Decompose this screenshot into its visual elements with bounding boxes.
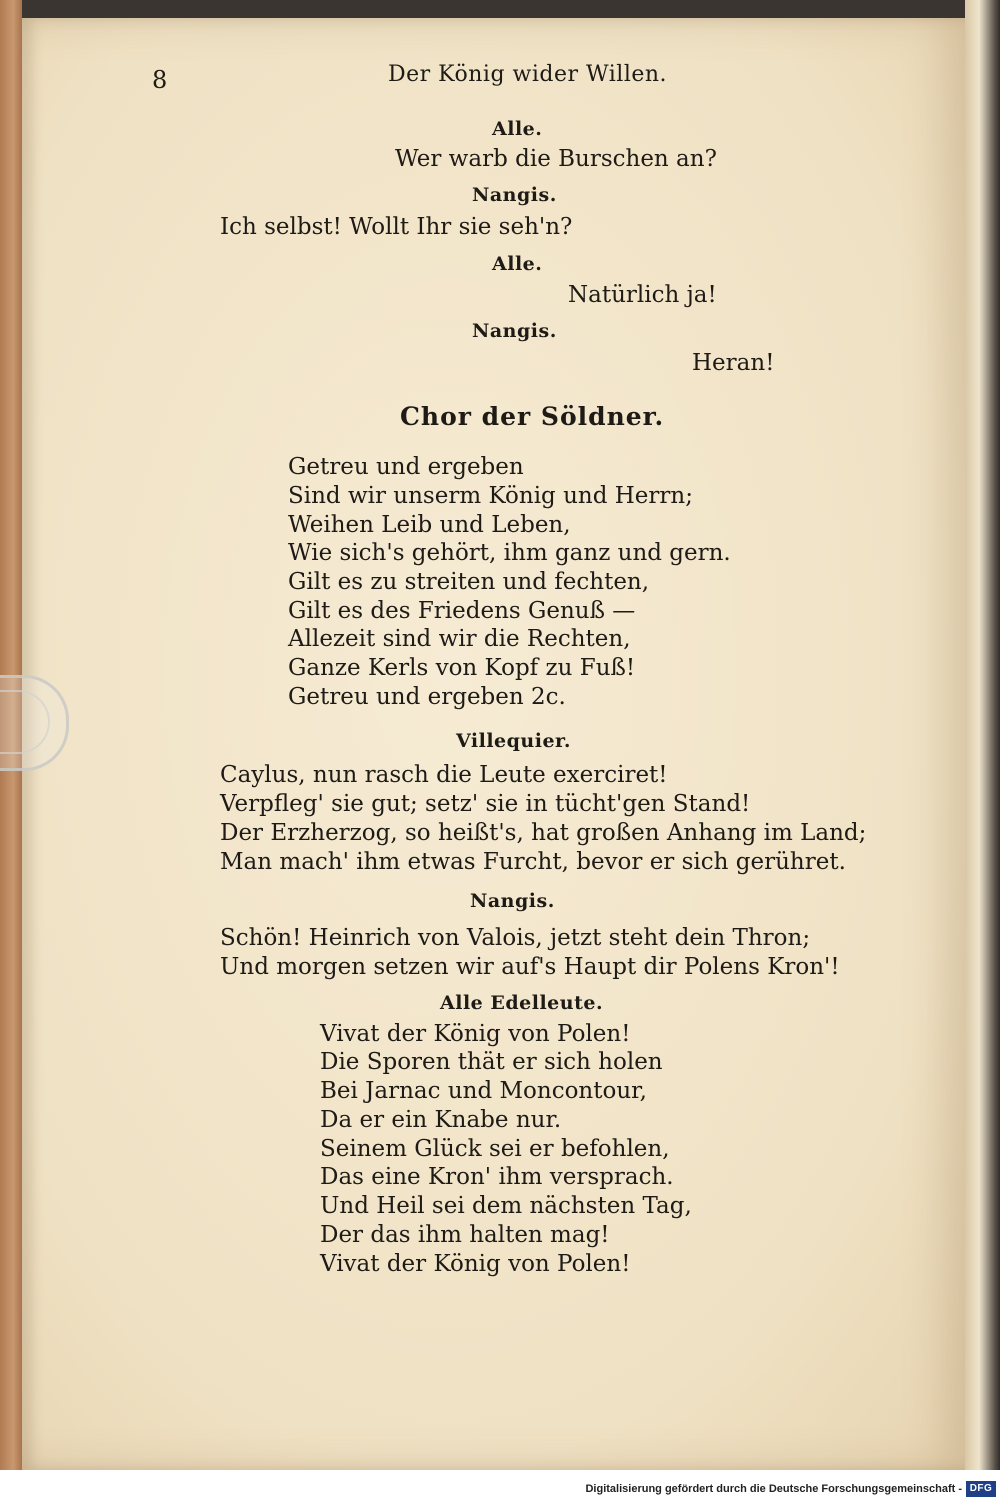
verse-line: Wer warb die Burschen an? [395, 146, 717, 172]
speaker-label: Alle. [492, 253, 543, 275]
chorus-title: Chor der Söldner. [400, 402, 665, 431]
funding-note: Digitalisierung gefördert durch die Deutsche Forschungsgemeinschaft - [585, 1483, 962, 1495]
verse-line: Vivat der König von Polen! [320, 1021, 631, 1047]
verse-line: Der das ihm halten mag! [320, 1222, 610, 1248]
speaker-label: Alle. [492, 118, 543, 140]
verse-line: Bei Jarnac und Moncontour, [320, 1078, 647, 1104]
verse-line: Ganze Kerls von Kopf zu Fuß! [288, 655, 636, 681]
verse-line: Und morgen setzen wir auf's Haupt dir Polens Kron'! [220, 954, 840, 980]
running-title: Der König wider Willen. [388, 62, 668, 87]
verse-line: Wie sich's gehört, ihm ganz und gern. [288, 540, 731, 566]
verse-line: Sind wir unserm König und Herrn; [288, 483, 693, 509]
speaker-label: Nangis. [470, 890, 555, 912]
verse-line: Der Erzherzog, so heißt's, hat großen Anhang im Land; [220, 820, 867, 846]
verse-line: Gilt es zu streiten und fechten, [288, 569, 650, 595]
verse-line: Heran! [692, 350, 775, 376]
verse-line: Das eine Kron' ihm versprach. [320, 1164, 674, 1190]
verse-line: Man mach' ihm etwas Furcht, bevor er sich gerühret. [220, 849, 846, 875]
page-number: 8 [152, 66, 168, 94]
book-gutter [965, 0, 1000, 1470]
verse-line: Schön! Heinrich von Valois, jetzt steht dein Thron; [220, 925, 811, 951]
verse-line: Weihen Leib und Leben, [288, 512, 571, 538]
verse-line: Getreu und ergeben [288, 454, 524, 480]
verse-line: Gilt es des Friedens Genuß — [288, 598, 636, 624]
verse-line: Und Heil sei dem nächsten Tag, [320, 1193, 692, 1219]
verse-line: Die Sporen thät er sich holen [320, 1049, 663, 1075]
verse-line: Verpfleg' sie gut; setz' sie in tücht'gen Stand! [220, 791, 751, 817]
verse-line: Da er ein Knabe nur. [320, 1107, 562, 1133]
speaker-label: Nangis. [472, 320, 557, 342]
verse-line: Ich selbst! Wollt Ihr sie seh'n? [220, 214, 573, 240]
speaker-label: Villequier. [456, 730, 571, 752]
verse-line: Seinem Glück sei er befohlen, [320, 1136, 670, 1162]
verse-line: Allezeit sind wir die Rechten, [288, 626, 631, 652]
verse-line: Natürlich ja! [568, 282, 717, 308]
verse-line: Getreu und ergeben 2c. [288, 684, 566, 710]
speaker-label: Alle Edelleute. [440, 992, 604, 1014]
verse-line: Vivat der König von Polen! [320, 1251, 631, 1277]
speaker-label: Nangis. [472, 184, 557, 206]
dfg-logo-icon: DFG [966, 1481, 996, 1497]
verse-line: Caylus, nun rasch die Leute exerciret! [220, 762, 668, 788]
